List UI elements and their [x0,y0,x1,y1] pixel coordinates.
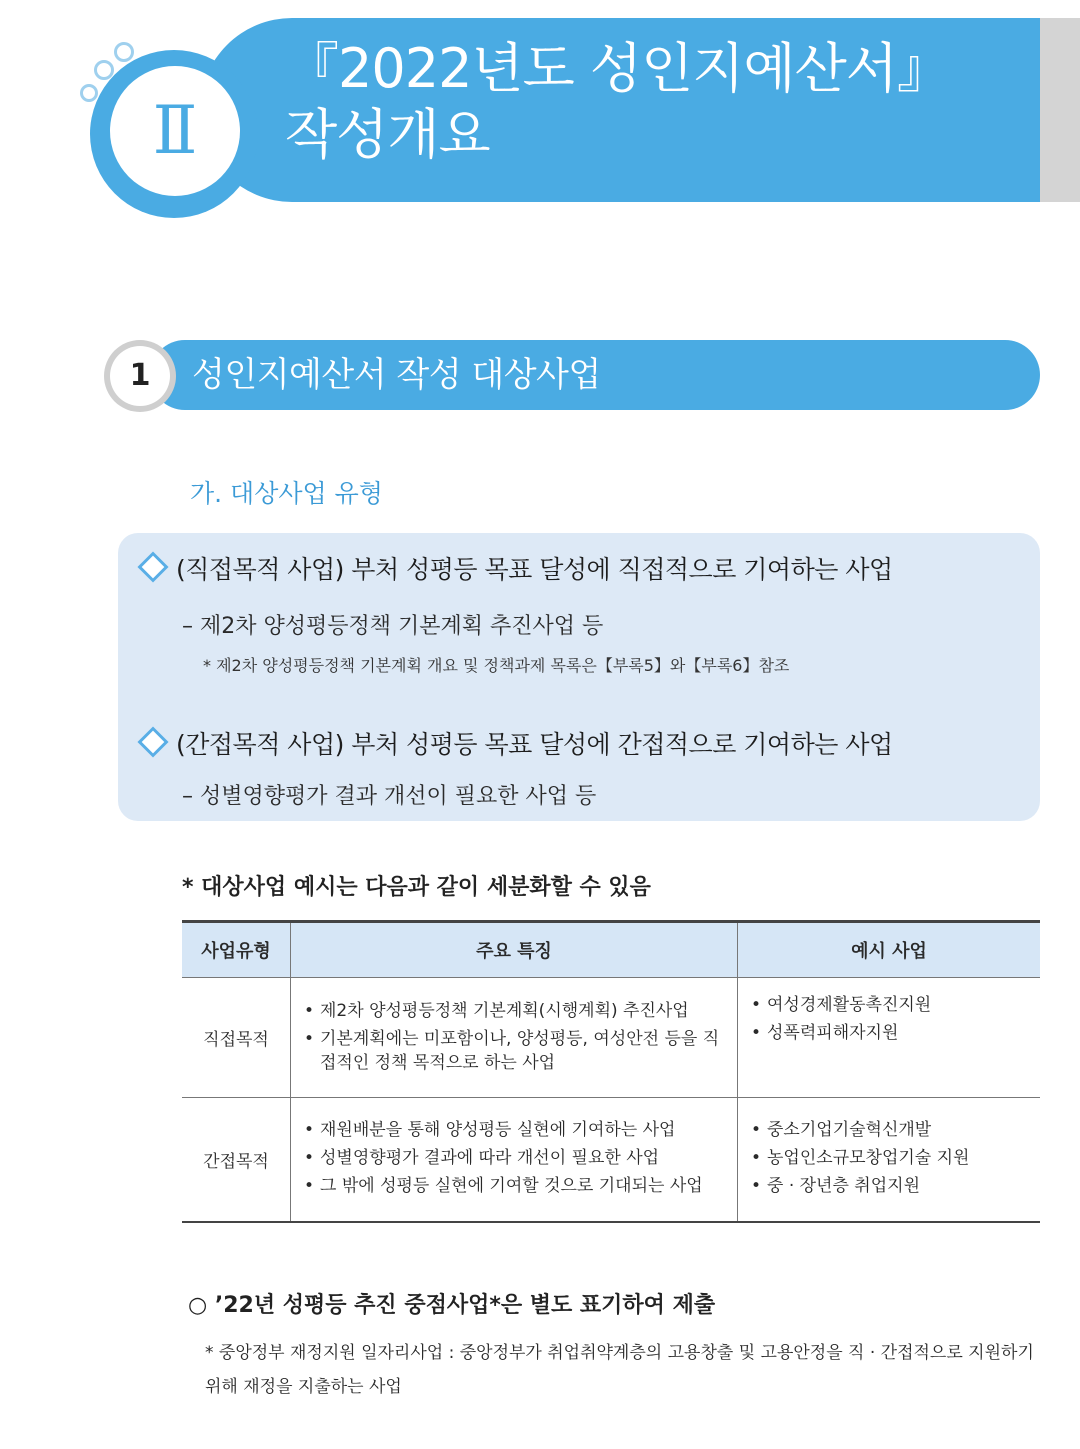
feature-item: • 성별영향평가 결과에 따라 개선이 필요한 사업 [302,1146,722,1170]
chapter-title-line2: 작성개요 [285,103,490,166]
footnote: * 중앙정부 재정지원 일자리사업 : 중앙정부가 취업취약계층의 고용창출 및 고용안정을 직 · 간접적으로 지원하기 위해 재정을 지출하는 사업 [205,1343,1034,1397]
target-project-table [182,920,1040,1223]
table-row [182,1098,1040,1222]
subheading: 가. 대상사업 유형 [190,479,383,508]
feature-item: • 그 밖에 성평등 실현에 기여할 것으로 기대되는 사업 [302,1174,722,1198]
chapter-numeral: Ⅱ [110,66,240,196]
feature-item: • 제2차 양성평등정책 기본계획(시행계획) 추진사업 [302,999,722,1023]
example-item: • 성폭력피해자지원 [749,1021,1025,1045]
chapter-title-line1: 『2022년도 성인지예산서』 [285,37,950,100]
chapter-title [285,36,950,168]
row-features [291,978,738,1098]
decor-bubble [114,42,134,62]
direct-purpose-heading: (직접목적 사업) 부처 성평등 목표 달성에 직접적으로 기여하는 사업 [176,555,893,584]
row-type: 직접목적 [182,978,291,1098]
chapter-header-edge [1040,18,1080,202]
table-row [182,978,1040,1098]
section-title: 성인지예산서 작성 대상사업 [192,355,601,395]
direct-purpose-note: * 제2차 양성평등정책 기본계획 개요 및 정책과제 목록은【부록5】와【부록6】참조 [203,656,790,675]
col-header-features: 주요 특징 [291,922,738,978]
direct-purpose-detail: – 제2차 양성평등정책 기본계획 추진사업 등 [182,614,604,639]
col-header-type: 사업유형 [182,922,291,978]
row-examples [738,1098,1041,1222]
feature-item: • 재원배분을 통해 양성평등 실현에 기여하는 사업 [302,1118,722,1142]
row-examples [738,978,1041,1098]
focus-project-line: ○ ’22년 성평등 추진 중점사업*은 별도 표기하여 제출 [188,1293,716,1318]
decor-bubble [80,84,98,102]
example-item: • 여성경제활동촉진지원 [749,993,1025,1017]
indirect-purpose-detail: – 성별영향평가 결과 개선이 필요한 사업 등 [182,784,597,809]
feature-item: • 기본계획에는 미포함이나, 양성평등, 여성안전 등을 직접적인 정책 목적으로 하는 사업 [302,1027,722,1075]
decor-bubble [94,60,114,80]
row-type: 간접목적 [182,1098,291,1222]
col-header-examples: 예시 사업 [738,922,1041,978]
example-item: • 중 · 장년층 취업지원 [749,1174,1025,1198]
table-intro-note: * 대상사업 예시는 다음과 같이 세분화할 수 있음 [182,875,651,900]
table-header-row [182,922,1040,978]
section-number: 1 [110,346,170,406]
indirect-purpose-heading: (간접목적 사업) 부처 성평등 목표 달성에 간접적으로 기여하는 사업 [176,730,893,759]
example-item: • 농업인소규모창업기술 지원 [749,1146,1025,1170]
example-item: • 중소기업기술혁신개발 [749,1118,1025,1142]
row-features [291,1098,738,1222]
